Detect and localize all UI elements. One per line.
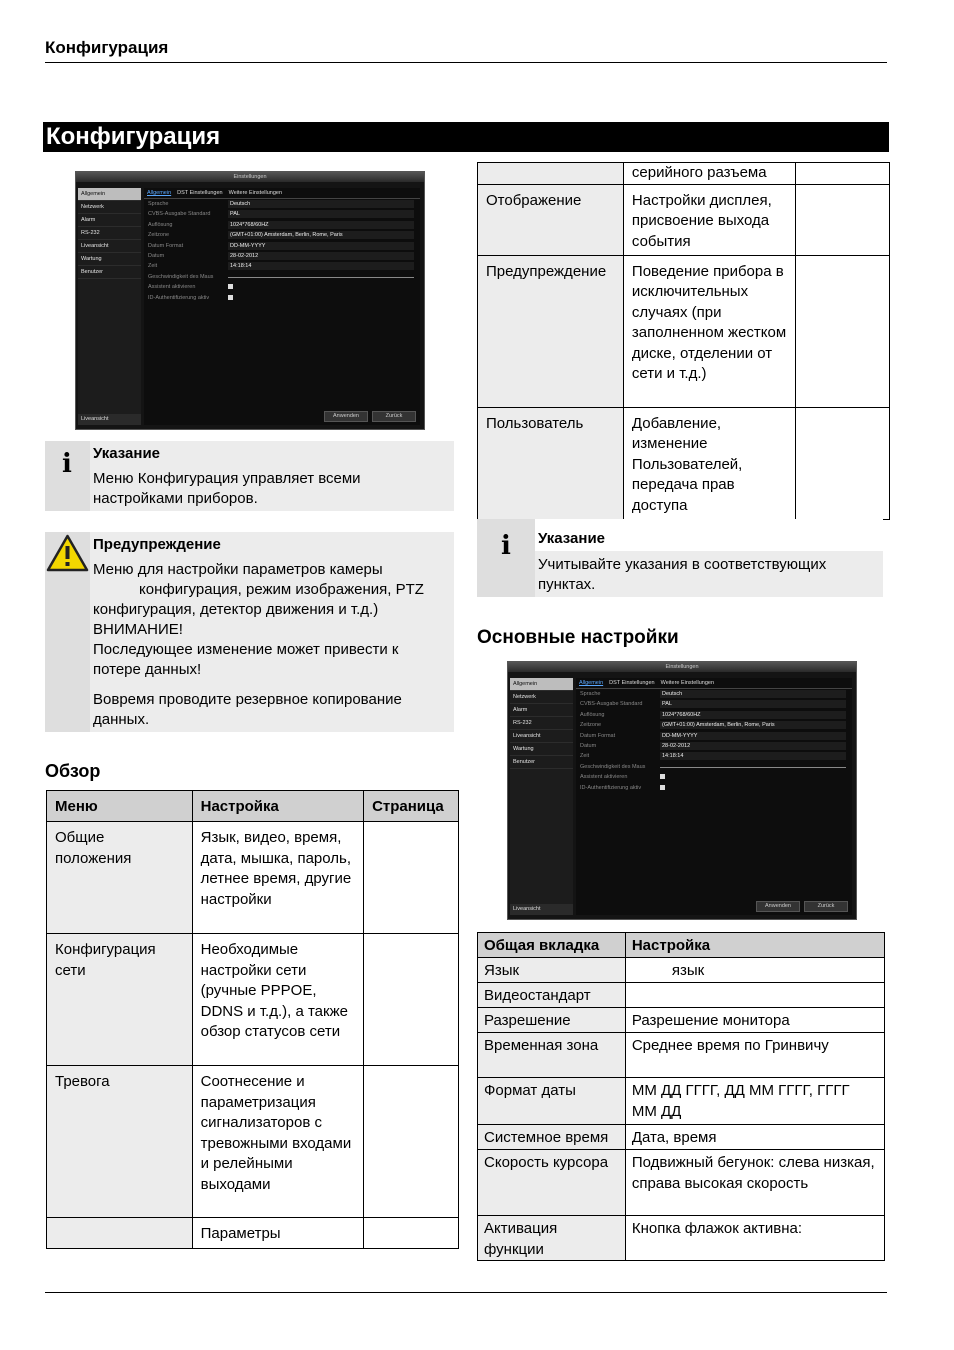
table-cell: Настройки дисплея, присвоение выхода события — [623, 184, 795, 255]
dvr-setting-value[interactable]: PAL — [228, 210, 414, 218]
dvr-setting-row — [144, 272, 420, 282]
dvr-setting-value[interactable]: 1024*768/60HZ — [660, 711, 846, 719]
window-title: Einstellungen — [76, 172, 424, 182]
dvr-tab[interactable]: Allgemein — [579, 680, 604, 686]
table-row — [478, 1078, 885, 1125]
dvr-menu-item[interactable]: Allgemein — [510, 678, 573, 691]
dvr-menu-item[interactable]: Netzwerk — [78, 201, 141, 214]
dvr-settings-panel — [144, 188, 420, 425]
overview-table-continued — [477, 162, 890, 520]
dvr-setting-label: Geschwindigkeit des Maus — [580, 763, 646, 770]
table-cell: Язык, видео, время, дата, мышка, пароль, летнее время, другие настройки — [192, 822, 363, 934]
dvr-setting-row — [144, 282, 420, 292]
table-cell: Формат даты — [478, 1078, 626, 1125]
dvr-setting-row — [144, 251, 420, 261]
table-cell: Кнопка флажок активна: — [625, 1216, 884, 1261]
warning-line: Вовремя проводите резервное копирование данных. — [93, 691, 402, 728]
warning-note — [45, 532, 454, 732]
warning-line: ВНИМАНИЕ! — [93, 621, 183, 638]
table-cell: Разрешение — [478, 1008, 626, 1033]
table-cell: язык — [625, 958, 884, 983]
dvr-tab[interactable]: Weitere Einstellungen — [660, 680, 715, 686]
dvr-setting-label: ID-Authentifizierung aktiv — [580, 784, 642, 791]
dvr-setting-label: Auflösung — [148, 221, 173, 228]
table-cell — [47, 1218, 193, 1249]
dvr-setting-label: Datum — [580, 742, 597, 749]
dvr-menu-item[interactable]: Wartung — [510, 743, 573, 756]
table-cell — [364, 1066, 459, 1218]
dvr-setting-row — [144, 241, 420, 251]
column-header: Общая вкладка — [478, 933, 626, 958]
dvr-setting-row — [144, 209, 420, 219]
table-cell: Общие положения — [47, 822, 193, 934]
info-note — [45, 441, 454, 511]
dvr-setting-label: Sprache — [580, 691, 601, 697]
dvr-menu — [78, 188, 141, 425]
table-row — [478, 958, 885, 983]
checkbox-icon[interactable] — [660, 785, 665, 790]
back-button[interactable]: Zurück — [372, 411, 416, 422]
dvr-setting-value[interactable]: 28-02-2012 — [660, 742, 846, 750]
dvr-setting-value[interactable]: (GMT+01:00) Amsterdam, Berlin, Rome, Paris — [660, 721, 846, 729]
table-row — [47, 934, 459, 1066]
dvr-setting-label: Assistent aktivieren — [148, 284, 196, 291]
dvr-setting-value[interactable]: DD-MM-YYYY — [228, 242, 414, 250]
dvr-setting-row — [576, 699, 852, 709]
apply-button[interactable]: Anwenden — [324, 411, 368, 422]
table-row — [47, 822, 459, 934]
table-cell: Подвижный бегунок: слева низкая, справа высокая скорость — [625, 1150, 884, 1216]
dvr-setting-label: CVBS-Ausgabe Standard — [580, 701, 643, 708]
dvr-menu-item[interactable]: Allgemein — [78, 188, 141, 201]
overview-heading: Обзор — [45, 761, 101, 781]
table-row — [478, 407, 890, 519]
table-row — [478, 1033, 885, 1078]
header-rule — [45, 62, 887, 63]
warning-title: Предупреждение — [93, 536, 221, 553]
table-cell: Отображение — [478, 184, 624, 255]
table-cell — [795, 407, 889, 519]
dvr-settings-screenshot — [75, 171, 425, 430]
dvr-setting-row — [576, 731, 852, 741]
dvr-setting-value[interactable]: 1024*768/60HZ — [228, 221, 414, 229]
warning-line: Меню для настройки параметров камеры — [93, 561, 383, 578]
dvr-menu-item[interactable]: Benutzer — [78, 266, 141, 279]
table-cell — [795, 163, 889, 185]
dvr-setting-row — [576, 783, 852, 793]
header-title: Конфигурация — [45, 38, 169, 57]
dvr-setting-row — [144, 230, 420, 240]
dvr-setting-label: Assistent aktivieren — [580, 774, 628, 781]
table-row — [478, 1150, 885, 1216]
table-cell — [364, 822, 459, 934]
cursor-speed-slider[interactable] — [228, 277, 414, 278]
table-cell: Видеостандарт — [478, 983, 626, 1008]
back-button[interactable]: Zurück — [804, 901, 848, 912]
dvr-menu-item[interactable]: Wartung — [78, 253, 141, 266]
dvr-setting-value[interactable]: 14:18:14 — [228, 262, 414, 270]
table-cell — [625, 983, 884, 1008]
checkbox-icon[interactable] — [228, 295, 233, 300]
dvr-menu-item[interactable]: Alarm — [510, 704, 573, 717]
dvr-setting-label: Datum Format — [580, 732, 616, 739]
dvr-menu-item[interactable]: Liveansicht — [510, 730, 573, 743]
dvr-tab[interactable]: Allgemein — [147, 190, 172, 196]
table-row — [478, 1125, 885, 1150]
dvr-setting-label: Auflösung — [580, 711, 605, 718]
table-cell: Необходимые настройки сети (ручные PPPOE, DDNS и т.д.), а также обзор статусов сети — [192, 934, 363, 1066]
dvr-setting-row — [576, 762, 852, 772]
dvr-tabs — [144, 188, 420, 199]
note-text: Учитывайте указания в соответствующих пунктах. — [538, 556, 827, 593]
dvr-setting-value[interactable]: (GMT+01:00) Amsterdam, Berlin, Rome, Paris — [228, 231, 414, 239]
warning-line: конфигурация, режим изображения, PTZ — [139, 581, 424, 598]
dvr-menu-item[interactable]: Liveansicht — [78, 240, 141, 253]
overview-table — [46, 790, 459, 1249]
table-cell: Добавление, изменение Пользователей, передача прав доступа — [623, 407, 795, 519]
dvr-setting-label: Geschwindigkeit des Maus — [148, 273, 214, 280]
live-view-button[interactable]: Liveansicht — [510, 904, 573, 915]
table-cell — [478, 163, 624, 185]
window-title: Einstellungen — [508, 662, 856, 672]
dvr-setting-label: Zeitzone — [580, 722, 602, 729]
table-row — [47, 1218, 459, 1249]
dvr-menu-item[interactable]: RS-232 — [78, 227, 141, 240]
table-cell — [795, 255, 889, 407]
dvr-setting-value[interactable]: DD-MM-YYYY — [660, 732, 846, 740]
table-row — [47, 1066, 459, 1218]
footer-rule — [45, 1292, 887, 1293]
dvr-setting-label: Zeit — [148, 263, 158, 270]
note-title: Указание — [93, 445, 161, 462]
dvr-setting-row — [576, 741, 852, 751]
dvr-setting-row — [576, 689, 852, 699]
dvr-setting-row — [576, 710, 852, 720]
warning-icon — [45, 532, 90, 732]
table-cell — [364, 1218, 459, 1249]
table-cell — [364, 934, 459, 1066]
column-header: Настройка — [192, 791, 363, 822]
dvr-tab[interactable]: Weitere Einstellungen — [228, 190, 283, 196]
dvr-menu-item[interactable]: RS-232 — [510, 717, 573, 730]
live-view-button[interactable]: Liveansicht — [78, 414, 141, 425]
dvr-setting-label: Zeitzone — [148, 232, 170, 239]
info-icon: i — [45, 441, 90, 511]
table-cell: Временная зона — [478, 1033, 626, 1078]
table-cell: серийного разъема — [623, 163, 795, 185]
dvr-menu-item[interactable]: Alarm — [78, 214, 141, 227]
checkbox-icon[interactable] — [228, 284, 233, 289]
dvr-setting-value[interactable]: 14:18:14 — [660, 752, 846, 760]
warning-line: конфигурация, детектор движения и т.д.) — [93, 601, 379, 618]
table-cell: Системное время — [478, 1125, 626, 1150]
table-cell: Язык — [478, 958, 626, 983]
table-row — [478, 255, 890, 407]
dvr-tabs — [576, 678, 852, 689]
dvr-tab[interactable]: DST Einstellungen — [609, 680, 655, 686]
table-cell: Соотнесение и параметризация сигнализаторов с тревожными входами и релейными выходами — [192, 1066, 363, 1218]
section-banner: Конфигурация — [43, 122, 889, 152]
cursor-speed-slider[interactable] — [660, 767, 846, 768]
table-row — [478, 184, 890, 255]
table-cell: Дата, время — [625, 1125, 884, 1150]
table-row — [478, 1216, 885, 1261]
table-cell: Скорость курсора — [478, 1150, 626, 1216]
dvr-setting-row — [144, 293, 420, 303]
basic-settings-table — [477, 932, 885, 1261]
dvr-menu-item[interactable]: Benutzer — [510, 756, 573, 769]
table-cell: Пользователь — [478, 407, 624, 519]
table-cell: Тревога — [47, 1066, 193, 1218]
column-header: Страница — [364, 791, 459, 822]
table-cell: Конфигурация сети — [47, 934, 193, 1066]
table-cell: Среднее время по Гринвичу — [625, 1033, 884, 1078]
apply-button[interactable]: Anwenden — [756, 901, 800, 912]
dvr-setting-label: CVBS-Ausgabe Standard — [148, 211, 211, 218]
table-row — [478, 1008, 885, 1033]
dvr-menu — [510, 678, 573, 915]
note-text: Меню Конфигурация управляет всеми настройками приборов. — [93, 470, 361, 507]
dvr-settings-panel — [576, 678, 852, 915]
dvr-setting-value[interactable]: Deutsch — [660, 690, 846, 698]
info-icon: i — [477, 519, 535, 597]
dvr-setting-row — [576, 751, 852, 761]
basic-settings-heading: Основные настройки — [477, 627, 679, 648]
dvr-setting-label: Zeit — [580, 753, 590, 760]
table-cell: ММ ДД ГГГГ, ДД ММ ГГГГ, ГГГГ ММ ДД — [625, 1078, 884, 1125]
dvr-tab[interactable]: DST Einstellungen — [177, 190, 223, 196]
table-cell: Предупреждение — [478, 255, 624, 407]
dvr-setting-row — [576, 720, 852, 730]
table-cell — [795, 184, 889, 255]
table-cell: Параметры — [192, 1218, 363, 1249]
dvr-setting-value[interactable]: 28-02-2012 — [228, 252, 414, 260]
dvr-setting-label: ID-Authentifizierung aktiv — [148, 294, 210, 301]
dvr-setting-value[interactable]: PAL — [660, 700, 846, 708]
info-note — [477, 519, 883, 597]
note-title: Указание — [538, 530, 606, 547]
checkbox-icon[interactable] — [660, 774, 665, 779]
table-cell: Поведение прибора в исключительных случаях (при заполненном жестком диске, отделении от сети и т.д.) — [623, 255, 795, 407]
dvr-setting-label: Datum Format — [148, 242, 184, 249]
dvr-setting-row — [144, 261, 420, 271]
dvr-setting-label: Datum — [148, 252, 165, 259]
dvr-setting-value[interactable]: Deutsch — [228, 200, 414, 208]
column-header: Настройка — [625, 933, 884, 958]
column-header: Меню — [47, 791, 193, 822]
table-cell: Активация функции — [478, 1216, 626, 1261]
dvr-setting-label: Sprache — [148, 201, 169, 207]
table-row — [478, 983, 885, 1008]
dvr-setting-row — [576, 772, 852, 782]
table-cell: Разрешение монитора — [625, 1008, 884, 1033]
dvr-menu-item[interactable]: Netzwerk — [510, 691, 573, 704]
dvr-setting-row — [144, 220, 420, 230]
warning-line: Последующее изменение может привести к потере данных! — [93, 641, 399, 678]
dvr-settings-screenshot — [507, 661, 857, 920]
table-row — [478, 163, 890, 185]
dvr-setting-row — [144, 199, 420, 209]
